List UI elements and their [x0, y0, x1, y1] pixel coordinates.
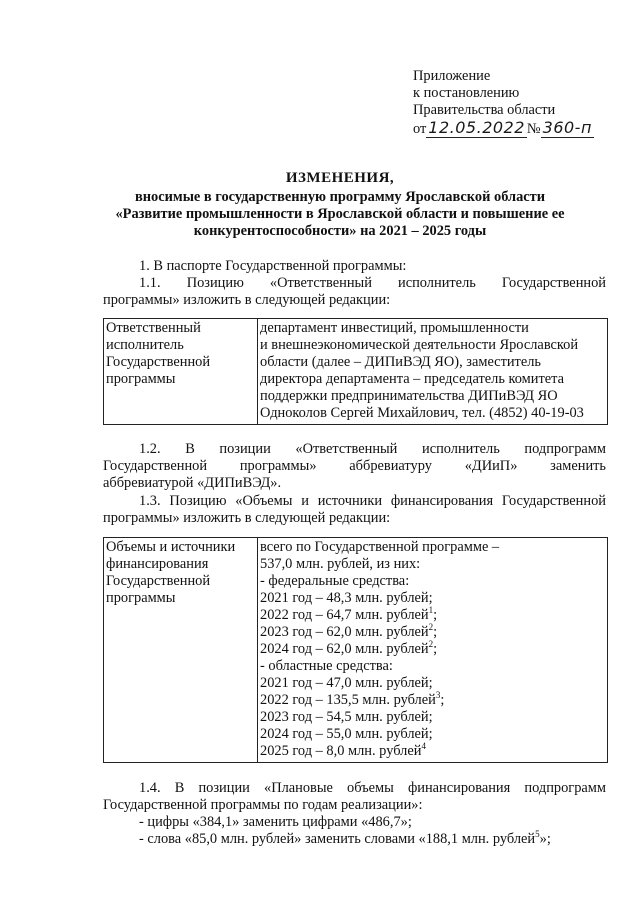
- paragraph-1-2: [103, 441, 606, 492]
- table2-left-line: Государственной: [106, 573, 211, 589]
- table1-right-line: директора департамента – председатель комитета: [260, 371, 565, 387]
- table2-left-cell: [104, 538, 258, 763]
- table1-left-line: Ответственный: [106, 320, 201, 336]
- table1-right-line: департамент инвестиций, промышленности: [260, 320, 529, 336]
- table1-right-line: области (далее – ДИПиВЭД ЯО), заместитель: [260, 354, 541, 370]
- footnote-mark: 2: [428, 622, 434, 633]
- paragraph-1-3: [103, 493, 606, 527]
- financing-line: 2023 год – 62,0 млн. рублей$^2$;: [260, 622, 438, 640]
- title-line-4: конкурентоспособности» на 2021 – 2025 годы: [193, 223, 487, 239]
- financing-line: - областные средства:: [260, 658, 393, 674]
- financing-line: 2021 год – 47,0 млн. рублей;: [260, 675, 433, 691]
- title-line-3: «Развитие промышленности в Ярославской области и повышение ее: [115, 206, 565, 222]
- appendix-line-1: Приложение: [413, 68, 491, 84]
- handwritten-number: 360-п: [542, 118, 592, 137]
- financing-line: 2024 год – 55,0 млн. рублей;: [260, 726, 433, 742]
- paragraph-1: 1. В паспорте Государственной программы:: [139, 258, 407, 274]
- appendix-date-number: [413, 119, 628, 138]
- paragraph-1-4: [103, 780, 606, 814]
- table2-left-line: финансирования: [106, 556, 209, 572]
- financing-table: [103, 537, 608, 763]
- footnote-mark: 5: [535, 829, 540, 840]
- from-prefix: от: [413, 121, 427, 137]
- number-sign: №: [526, 121, 541, 137]
- table1-right-line: поддержки предпринимательства ДИПиВЭД ЯО: [260, 388, 558, 404]
- paragraph-1-4-line-2: Государственной программы по годам реализации»:: [103, 797, 423, 813]
- appendix-line-2: к постановлению: [413, 85, 520, 101]
- title-line-2: вносимые в государственную программу Ярославской области: [134, 189, 546, 205]
- list-item: - слова «85,0 млн. рублей» заменить словами «188,1 млн. рублей$^5$»;: [139, 829, 551, 847]
- financing-line: 2022 год – 64,7 млн. рублей$^1$;: [260, 605, 438, 623]
- table1-left-cell: [104, 319, 258, 425]
- table1-left-line: программы: [106, 371, 176, 387]
- appendix-header: [413, 68, 628, 138]
- financing-line: - федеральные средства:: [260, 573, 410, 589]
- list-item: - цифры «384,1» заменить цифрами «486,7»;: [139, 814, 412, 830]
- responsible-executor-table: [103, 318, 608, 425]
- footnote-mark: 3: [435, 690, 441, 701]
- table1-right-cell: [258, 319, 608, 425]
- title-main: ИЗМЕНЕНИЯ,: [285, 170, 395, 186]
- appendix-line-3: Правительства области: [413, 102, 556, 118]
- financing-line: всего по Государственной программе –: [260, 539, 500, 555]
- financing-line: 537,0 млн. рублей, из них:: [260, 556, 421, 572]
- handwritten-date: 12.05.2022: [428, 118, 525, 137]
- financing-line: 2021 год – 48,3 млн. рублей;: [260, 590, 433, 606]
- footnote-mark: 4: [421, 741, 426, 752]
- paragraph-1-2-line-3: аббревиатурой «ДИПиВЭД».: [103, 475, 282, 491]
- financing-line: 2022 год – 135,5 млн. рублей$^3$;: [260, 690, 445, 708]
- paragraph-1-1-line-2: программы» изложить в следующей редакции:: [103, 292, 391, 308]
- footnote-mark: 2: [428, 639, 434, 650]
- table1-left-line: исполнитель: [106, 337, 184, 353]
- paragraph-1-3-line-1: 1.3. Позицию «Объемы и источники финансирования Государственной: [139, 493, 606, 509]
- document-title: [60, 170, 620, 240]
- financing-line: 2023 год – 54,5 млн. рублей;: [260, 709, 433, 725]
- table-row: [104, 538, 608, 763]
- financing-line: 2025 год – 8,0 млн. рублей$^4$: [260, 741, 426, 759]
- paragraph-1-2-line-1: 1.2. В позиции «Ответственный исполнитель подпрограмм: [139, 441, 606, 457]
- footnote-mark: 1: [428, 605, 434, 616]
- table1-right-line: и внешнеэкономической деятельности Ярославской: [260, 337, 579, 353]
- table2-left-line: Объемы и источники: [106, 539, 236, 555]
- table1-left-line: Государственной: [106, 354, 211, 370]
- paragraph-1-1-line-1: 1.1. Позицию «Ответственный исполнитель Государственной: [139, 275, 606, 291]
- paragraph-1-1: [103, 275, 606, 309]
- table2-left-line: программы: [106, 590, 176, 606]
- table1-right-line: Одноколов Сергей Михайлович, тел. (4852) 40-19-03: [260, 405, 584, 421]
- financing-line: 2024 год – 62,0 млн. рублей$^2$;: [260, 639, 438, 657]
- table2-right-cell: [258, 538, 608, 763]
- paragraph-1-4-line-1: 1.4. В позиции «Плановые объемы финансирования подпрограмм: [139, 780, 606, 796]
- table-row: [104, 319, 608, 425]
- paragraph-1-3-line-2: программы» изложить в следующей редакции:: [103, 510, 391, 526]
- paragraph-1-2-line-2: Государственной программы» аббревиатуру «ДИиП» заменить: [103, 458, 606, 474]
